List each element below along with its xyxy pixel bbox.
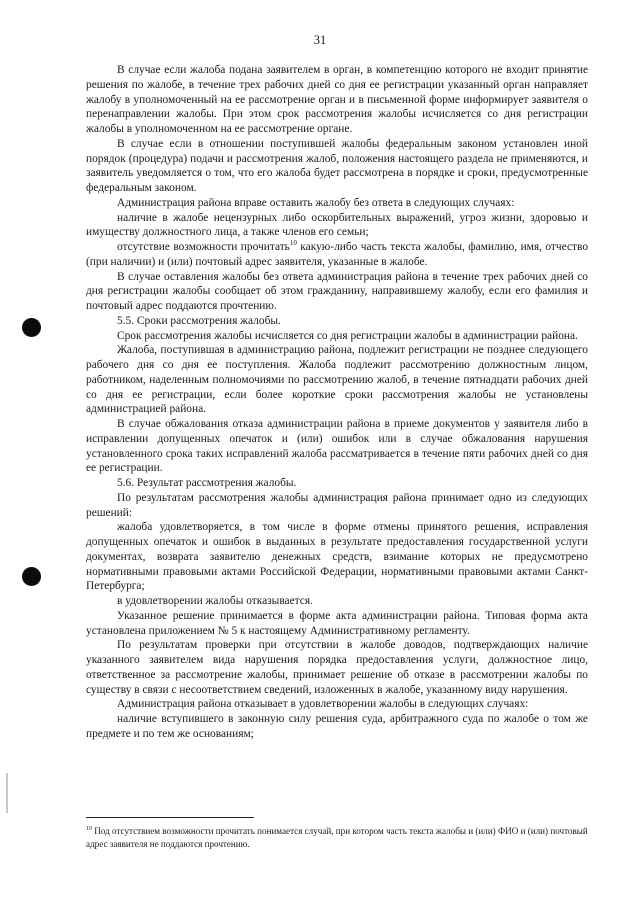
paragraph-decision-form: Указанное решение принимается в форме акта администрации района. Типовая форма акта установлена приложением № 5 к настоящему Административному регламенту. bbox=[86, 609, 588, 637]
paragraph-registration-term: Жалоба, поступившая в администрацию района, подлежит регистрации не позднее следующего рабочего дня со дня ее поступления. Жалоба подлежит рассмотрению должностным лицом, работником, наделенным полномочиями по рассмотрению жалоб, в течение пятнадцати рабочих дней со дня ее регистрации, если более короткие сроки рассмотрения жалобы не установлены администрацией района. bbox=[86, 344, 588, 416]
body-text bbox=[86, 63, 588, 742]
footnote bbox=[86, 825, 588, 850]
paragraph-obscene-language: наличие в жалобе нецензурных либо оскорбительных выражений, угроз жизни, здоровью и имуществу должностного лица, а также членов его семьи; bbox=[86, 211, 588, 239]
paragraph-term-calculation: Срок рассмотрения жалобы исчисляется со дня регистрации жалобы в администрации района. bbox=[117, 329, 578, 342]
paragraph-notify-citizen: В случае оставления жалобы без ответа администрация района в течение трех рабочих дней со дня регистрации жалобы сообщает об этом гражданину, направившему жалобу, если его фамилия и почтовый адрес поддаются прочтению. bbox=[86, 270, 588, 312]
footnote-marker: 10 bbox=[86, 825, 92, 832]
scan-mark bbox=[6, 773, 8, 813]
paragraph-refusal-appeal-term: В случае обжалования отказа администрации района в приеме документов у заявителя либо в исправлении допущенных опечаток и (или) ошибок или в случае обжалования нарушения установленного срока таких исправлений жалоба рассматривается в течение пяти рабочих дней со дня ее регистрации. bbox=[86, 418, 588, 475]
unreadable-text-start: отсутствие возможности прочитать bbox=[117, 241, 290, 253]
footnote-divider bbox=[86, 817, 254, 818]
punch-hole bbox=[22, 318, 41, 337]
paragraph-court-decision: наличие вступившего в законную силу решения суда, арбитражного суда по жалобе о том же предмете и по тем же основаниям; bbox=[86, 713, 588, 740]
paragraph-federal-law-procedure: В случае если в отношении поступившей жалобы федеральным законом установлен иной порядок (процедура) подачи и рассмотрения жалоб, положения настоящего раздела не применяются, и заявитель уведомляется о том, что его жалоба будет рассмотрена в порядке и сроки, предусмотренные федеральным законом. bbox=[86, 137, 588, 194]
paragraph-leave-unanswered: Администрация района вправе оставить жалобу без ответа в следующих случаях: bbox=[117, 196, 515, 209]
paragraph-redirect-complaint: В случае если жалоба подана заявителем в орган, в компетенцию которого не входит принятие решения по жалобе, в течение трех рабочих дней со дня ее регистрации указанный орган направляет жалобу в уполномоченный на ее рассмотрение орган и в письменной форме информирует заявителя о перенаправлении жалобы. При этом срок рассмотрения жалобы исчисляется со дня регистрации жалобы в уполномоченном на ее рассмотрение органе. bbox=[86, 64, 588, 135]
section-heading-5-5: 5.5. Сроки рассмотрения жалобы. bbox=[117, 314, 281, 327]
punch-hole bbox=[22, 567, 41, 586]
paragraph-complaint-refused: в удовлетворении жалобы отказывается. bbox=[117, 595, 313, 607]
footnote-reference: 10 bbox=[289, 239, 297, 248]
paragraph-complaint-satisfied: жалоба удовлетворяется, в том числе в форме отмены принятого решения, исправления допущенных опечаток и ошибок в выданных в результате предоставления государственной услуги документах, возврата заявителю денежных средств, взимание которых не предусмотрено нормативными правовыми актами Российской Федерации, нормативными правовыми актами Санкт-Петербурга; bbox=[86, 521, 588, 593]
paragraph-decisions-intro: По результатам рассмотрения жалобы администрация района принимает одно из следующих решений: bbox=[86, 491, 588, 519]
section-heading-5-6: 5.6. Результат рассмотрения жалобы. bbox=[117, 477, 297, 489]
footnote-text: Под отсутствием возможности прочитать понимается случай, при котором часть текста жалобы и (или) ФИО и (или) почтовый адрес заявителя не поддаются прочтению. bbox=[86, 826, 588, 849]
unreadable-text-end: какую-либо часть текста жалобы, фамилию, имя, отчество (при наличии) и (или) почтовый адрес заявителя, указанные в жалобе. bbox=[86, 241, 589, 268]
paragraph-refusal-on-merits: По результатам проверки при отсутствии в жалобе доводов, подтверждающих наличие указанного заявителем вида нарушения порядка предоставления услуги, должностное лицо, ответственное за рассмотрение жалобы, принимает решение об отказе в рассмотрении жалобы по существу в связи с несоответствием сведений, изложенных в жалобе, указанному виду нарушения. bbox=[86, 639, 588, 696]
page-number: 31 bbox=[313, 33, 327, 47]
paragraph-refusal-cases: Администрация района отказывает в удовлетворении жалобы в следующих случаях: bbox=[117, 698, 529, 711]
paragraph-unreadable-text bbox=[86, 240, 588, 270]
